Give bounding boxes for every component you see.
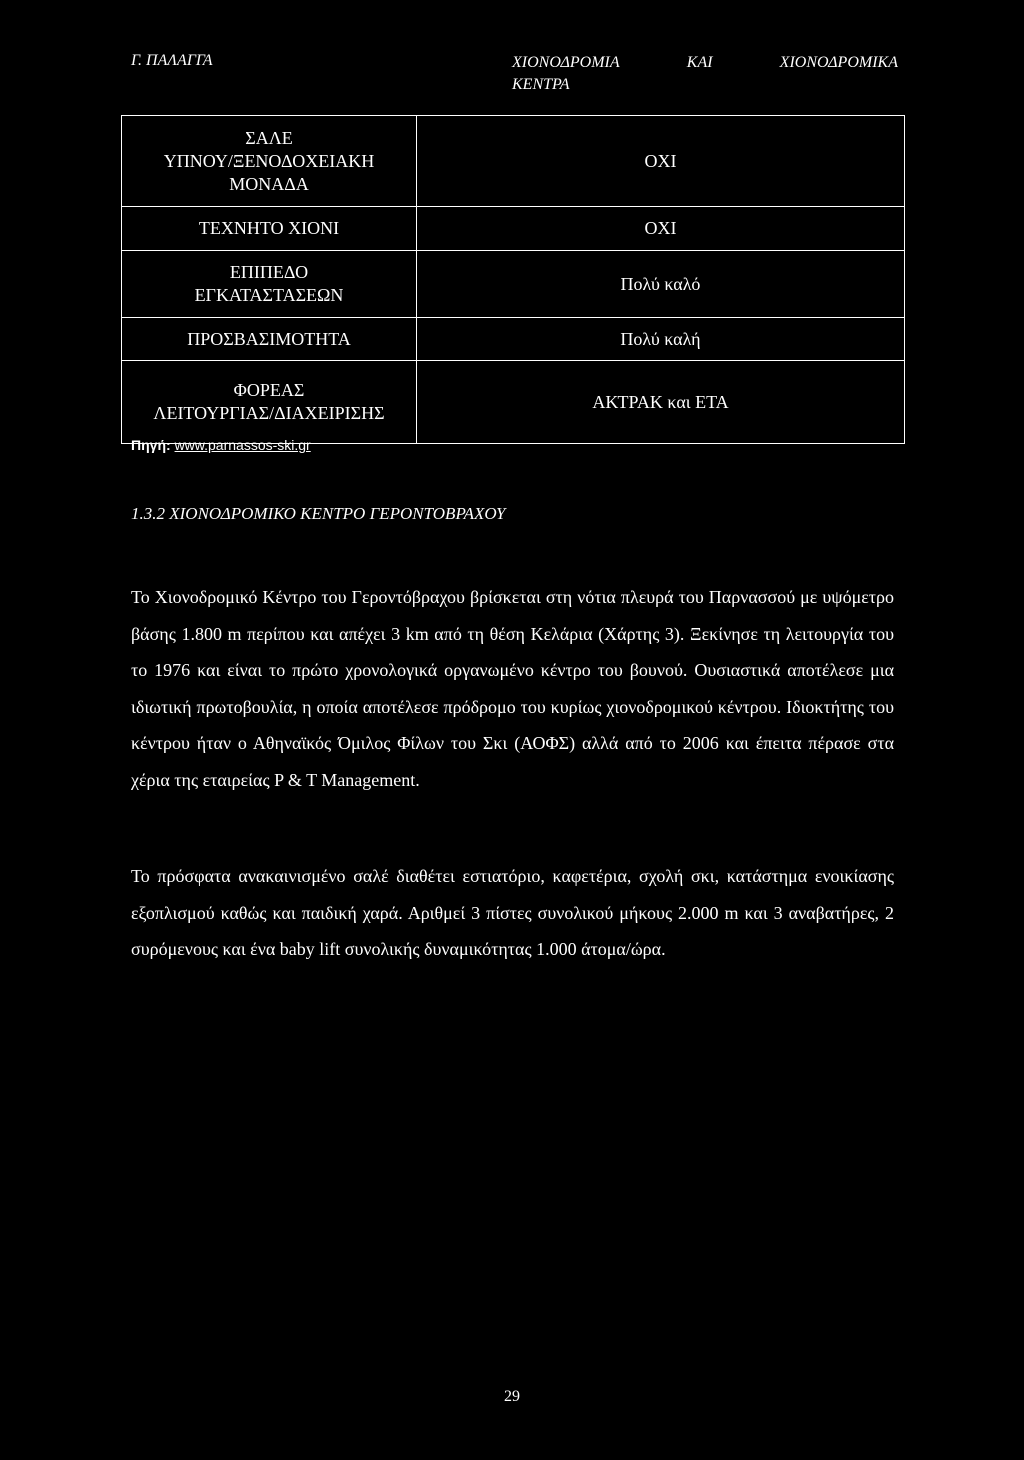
table-source — [131, 437, 311, 453]
running-header-title-line2: ΚΕΝΤΡΑ — [512, 76, 570, 93]
label-line: ΠΡΟΣΒΑΣΙΜΟΤΗΤΑ — [187, 328, 351, 349]
header-word: ΧΙΟΝΟΔΡΟΜΙΑ — [512, 54, 620, 71]
table-label-cell — [122, 116, 417, 207]
label-line: ΤΕΧΝΗΤΟ ΧΙΟΝΙ — [198, 218, 340, 238]
page-number: 29 — [504, 1388, 520, 1405]
running-header-author: Γ. ΠΑΛΑΓΓΑ — [131, 52, 213, 69]
table-value-cell: Πολύ καλό — [417, 251, 905, 318]
label-line: ΣΑΛΕ — [245, 127, 293, 148]
body-paragraph: Το Χιονοδρομικό Κέντρο του Γεροντόβραχου βρίσκεται στη νότια πλευρά του Παρνασσού με υψόμετρο βάσης 1.800 m περίπου και απέχει 3 km από τη θέση Κελάρια (Χάρτης 3). Ξεκίνησε τη λειτουργία του το 1976 και είναι το πρώτο χρονολογικά οργανωμένο κέντρο του βουνού. Ουσιαστικά αποτέλεσε μια ιδιωτική πρωτοβουλία, η οποία αποτέλεσε πρόδρομο του κυρίως χιονοδρομικού κέντρου. Ιδιοκτήτης του κέντρου ήταν ο Αθηναϊκός Όμιλος Φίλων του Σκι (ΑΟΦΣ) αλλά από το 2006 και έπειτα πέρασε στα χέρια της εταιρείας P & T Management. — [131, 587, 894, 790]
table-value-cell: ΟΧΙ — [417, 207, 905, 251]
table-row — [122, 251, 905, 318]
label-line: ΛΕΙΤΟΥΡΓΙΑΣ/ΔΙΑΧΕΙΡΙΣΗΣ — [153, 403, 385, 423]
ski-center-info-table — [121, 115, 905, 444]
table-row — [122, 207, 905, 251]
source-link[interactable]: www.parnassos-ski.gr — [174, 437, 311, 453]
table-row — [122, 318, 905, 361]
section-heading: 1.3.2 ΧΙΟΝΟΔΡΟΜΙΚΟ ΚΕΝΤΡΟ ΓΕΡΟΝΤΟΒΡΑΧΟΥ — [131, 504, 506, 523]
table-value-cell: Πολύ καλή — [417, 318, 905, 361]
table-label-cell — [122, 251, 417, 318]
running-header-title-line1 — [512, 52, 898, 74]
body-paragraph: Το πρόσφατα ανακαινισμένο σαλέ διαθέτει εστιατόριο, καφετέρια, σχολή σκι, κατάστημα ενοικίασης εξοπλισμού καθώς και παιδική χαρά. Αριθμεί 3 πίστες συνολικού μήκους 2.000 m και 3 αναβατήρες, 2 συρόμενους και ένα baby lift συνολικής δυναμικότητας 1.000 άτομα/ώρα. — [131, 866, 894, 959]
running-header-title — [512, 52, 898, 96]
table-label-cell — [122, 207, 417, 251]
label-line: ΜΟΝΑΔΑ — [229, 173, 309, 194]
label-line: ΕΠΙΠΕΔΟ — [229, 262, 309, 282]
label-line: ΥΠΝΟΥ/ΞΕΝΟΔΟΧΕΙΑΚΗ — [163, 150, 375, 171]
table-value-cell: ΟΧΙ — [417, 116, 905, 207]
table-value-cell: ΑΚΤΡΑΚ και ΕΤΑ — [417, 361, 905, 444]
table-row — [122, 361, 905, 444]
header-word: ΧΙΟΝΟΔΡΟΜΙΚΑ — [779, 54, 898, 71]
table-label-cell — [122, 318, 417, 361]
table-row — [122, 116, 905, 207]
source-label: Πηγή: — [131, 437, 171, 453]
table-label-cell — [122, 361, 417, 444]
header-word: ΚΑΙ — [686, 54, 713, 71]
label-line: ΦΟΡΕΑΣ — [233, 380, 305, 400]
label-line: ΕΓΚΑΤΑΣΤΑΣΕΩΝ — [194, 285, 344, 305]
